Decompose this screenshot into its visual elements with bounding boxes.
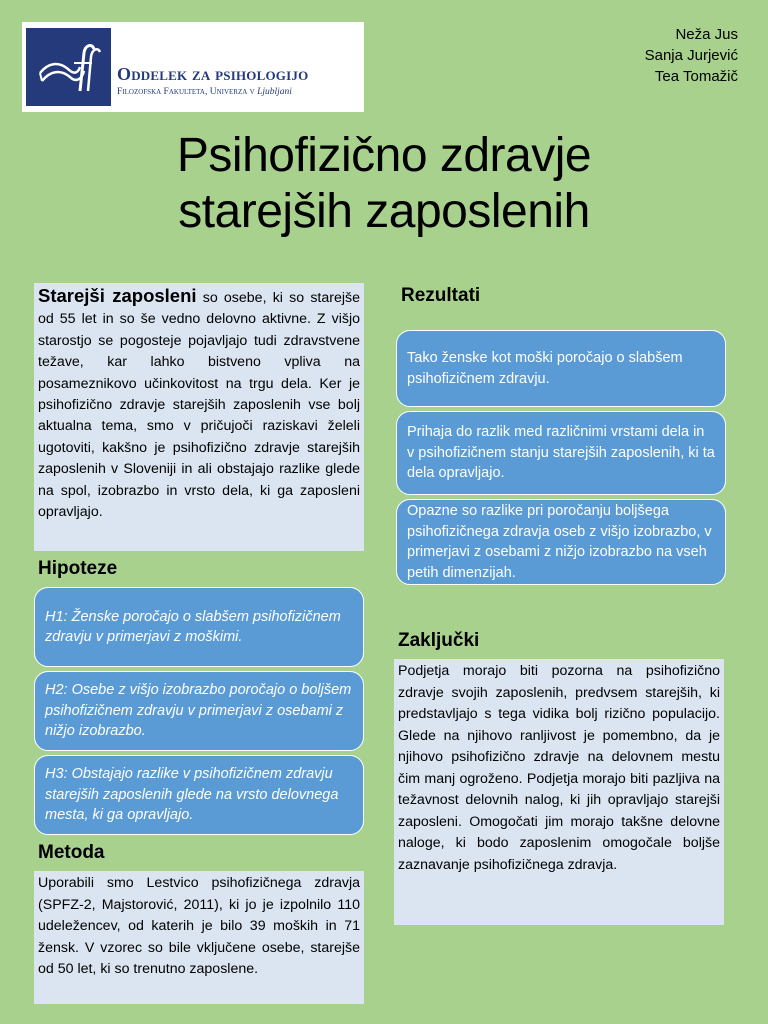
conclusions-heading: Zaključki [398, 630, 480, 651]
result-text: Opazne so razlike pri poročanju boljšega psihofizičnega zdravja oseb z višjo izobrazbo, v primerjavi z osebami z nižjo izobrazbo na vseh petih dimenzijah. [407, 503, 712, 581]
author: Tea Tomažič [654, 68, 738, 85]
hypothesis-card [34, 671, 364, 751]
author: Sanja Jurjević [644, 47, 738, 64]
result-card [396, 330, 726, 407]
intro-text: so osebe, ki so starejše od 55 let in so še vedno delovno aktivne. Z višjo starostjo se pogosteje pojavljajo tudi zdravstvene težave, kar lahko bistveno vpliva na posameznikovo učinkovitost na trgu dela. Ker je psihofizično zdravje starejših zaposlenih vse bolj aktualna tema, smo v pričujoči raziskavi želeli ugotoviti, kakšno je psihofizično zdravje starejših zaposlenih v Sloveniji in ali obstajajo razlike glede na spol, izobrazbo in vrsto dela, ki ga zaposleni opravljajo. [38, 290, 360, 521]
hypothesis-card [34, 587, 364, 667]
authors-list [645, 24, 738, 87]
title-line: starejših zaposlenih [178, 185, 590, 238]
hypothesis-text: H1: Ženske poročajo o slabšem psihofizičnem zdravju v primerjavi z moškimi. [45, 608, 341, 645]
intro-lead: Starejši zaposleni [38, 285, 197, 306]
method-text: Uporabili smo Lestvico psihofizičnega zdravja (SPFZ-2, Majstorović, 2011), ki jo je izpolnilo 110 udeležencev, od katerih je bilo 39 moških in 71 žensk. V vzorec so bile vključene osebe, starejše od 50 let, ki so trenutno zaposlene. [38, 875, 360, 977]
result-text: Prihaja do razlik med različnimi vrstami dela in v psihofizičnem stanju starejših zaposlenih, ki ta dela opravljajo. [407, 424, 715, 482]
author: Neža Jus [675, 26, 738, 43]
results-heading: Rezultati [401, 285, 481, 306]
intro-panel [34, 283, 364, 551]
method-panel [34, 871, 364, 1004]
hypothesis-card [34, 755, 364, 835]
method-heading: Metoda [38, 842, 105, 863]
ff-logo-icon [26, 28, 111, 106]
conclusions-text: Podjetja morajo biti pozorna na psihofizično zdravje svojih zaposlenih, predvsem starejših, ki predstavljajo s tega vidika bolj rizično populacijo. Glede na njihovo ranljivost je pomembno, da je njihovo psihofizično zdravje na delovnem mestu čim manj ogroženo. Podjetja morajo biti pazljiva na težavnost delovnih nalog, ki jih opravljajo starejši zaposleni. Omogočati jim morajo takšne delovne naloge, ki bodo zaposlenim omogočale boljše zaznavanje psihofizičnega zdravja. [398, 663, 720, 873]
hypothesis-text: H3: Obstajajo razlike v psihofizičnem zdravju starejših zaposlenih glede na vrsto delovnega mesta, ki ga opravljajo. [45, 766, 339, 824]
poster-title [0, 128, 768, 240]
faculty-name: Filozofska Fakulteta, Univerza v Ljubljani [117, 86, 292, 97]
result-card [396, 499, 726, 585]
result-card [396, 411, 726, 495]
hypothesis-text: H2: Osebe z višjo izobrazbo poročajo o boljšem psihofizičnem zdravju v primerjavi z osebami z nižjo izobrazbo. [45, 682, 352, 740]
hypotheses-heading: Hipoteze [38, 558, 118, 579]
title-line: Psihofizično zdravje [176, 129, 592, 182]
department-name: Oddelek za psihologijo [117, 63, 309, 84]
result-text: Tako ženske kot moški poročajo o slabšem psihofizičnem zdravju. [407, 350, 683, 387]
department-logo [22, 22, 364, 112]
conclusions-panel [394, 659, 724, 925]
